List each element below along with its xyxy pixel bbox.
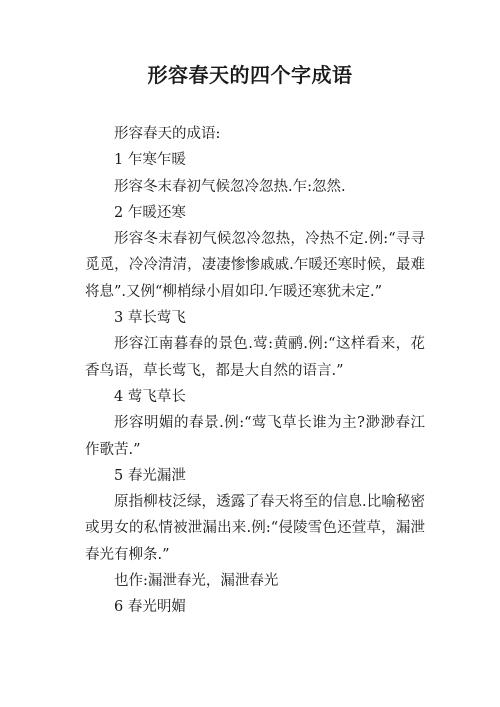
idiom-heading-1: 1 乍寒乍暖: [114, 152, 186, 169]
idiom-description-5: 原指柳枝泛绿，透露了春天将至的信息.比喻秘密或男女的私情被泄漏出来.例:“侵陵雪色还萱草，漏泄春光有柳条.”: [85, 494, 425, 563]
idiom-description-1: 形容冬末春初气候忽冷忽热.乍:忽然.: [114, 178, 346, 195]
idiom-variant-5: 也作:漏泄春光，漏泄春光: [114, 573, 279, 590]
idiom-heading-6: 6 春光明媚: [114, 599, 186, 616]
idiom-description-4: 形容明媚的春景.例:“莺飞草长谁为主?渺渺春江作歌苦.”: [85, 415, 425, 458]
idiom-description-2: 形容冬末春初气候忽冷忽热，冷热不定.例:“寻寻觅觅，冷冷清清，凄凄惨惨戚戚.乍暖还寒时候，最难将息”.又例“柳梢绿小眉如印.乍暖还寒犹未定.”: [85, 231, 425, 300]
document-title: 形容春天的四个字成语: [147, 63, 353, 87]
idiom-heading-4: 4 莺飞草长: [114, 388, 186, 405]
intro-line: 形容春天的成语:: [114, 126, 221, 142]
idiom-heading-3: 3 草长莺飞: [114, 310, 186, 327]
idiom-heading-2: 2 乍暖还寒: [114, 204, 186, 221]
document-body: [85, 121, 425, 621]
idiom-heading-5: 5 春光漏泄: [114, 467, 186, 484]
idiom-description-3: 形容江南暮春的景色.莺:黄鹂.例:“这样看来，花香鸟语，草长莺飞，都是大自然的语言.”: [85, 336, 425, 379]
